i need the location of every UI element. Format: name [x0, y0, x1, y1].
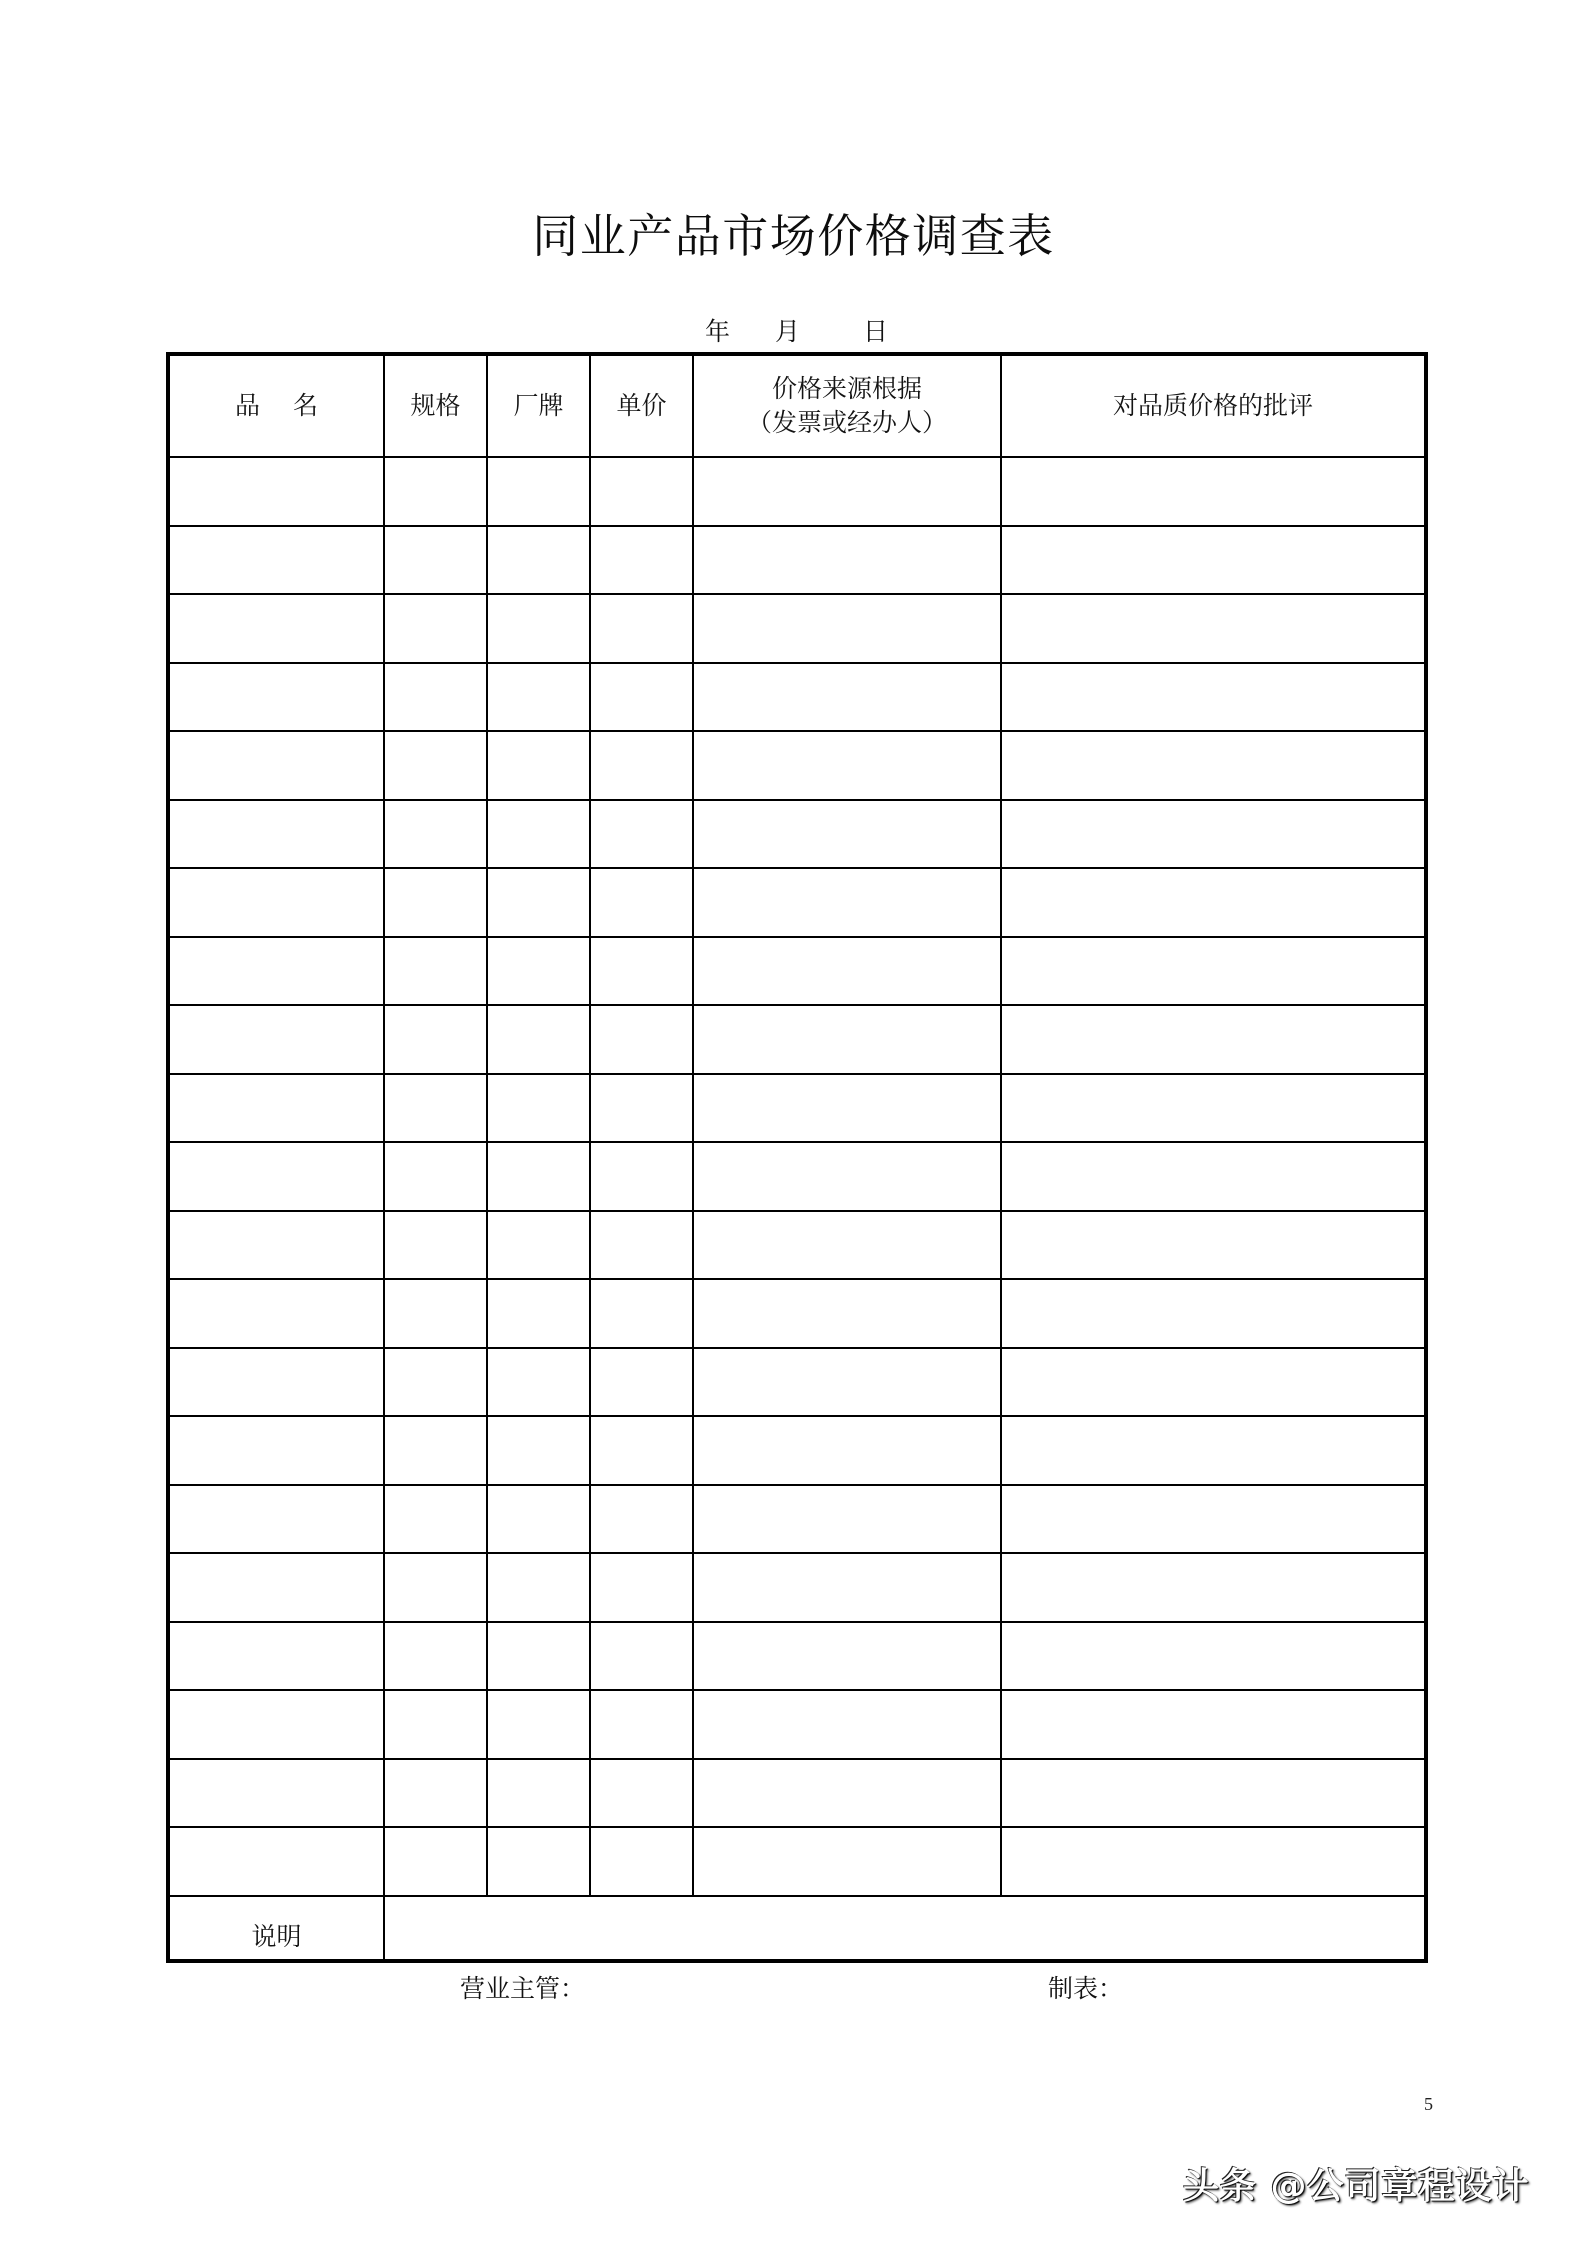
cell-product-name[interactable]	[168, 1416, 384, 1485]
cell-spec[interactable]	[384, 1416, 487, 1485]
cell-price-source[interactable]	[693, 1690, 1001, 1759]
cell-product-name[interactable]	[168, 1690, 384, 1759]
cell-spec[interactable]	[384, 800, 487, 869]
cell-spec[interactable]	[384, 526, 487, 595]
header-product-name: 品 名	[168, 354, 384, 457]
cell-spec[interactable]	[384, 1348, 487, 1417]
cell-brand[interactable]	[487, 1416, 590, 1485]
table-row	[168, 1759, 1426, 1828]
cell-quality-comment[interactable]	[1001, 937, 1426, 1006]
cell-quality-comment[interactable]	[1001, 800, 1426, 869]
cell-price-source[interactable]	[693, 731, 1001, 800]
cell-product-name[interactable]	[168, 1622, 384, 1691]
cell-quality-comment[interactable]	[1001, 1690, 1426, 1759]
cell-spec[interactable]	[384, 1622, 487, 1691]
cell-product-name[interactable]	[168, 731, 384, 800]
table-row	[168, 1279, 1426, 1348]
cell-unit-price[interactable]	[590, 1485, 693, 1554]
cell-quality-comment[interactable]	[1001, 1348, 1426, 1417]
cell-spec[interactable]	[384, 1690, 487, 1759]
cell-unit-price[interactable]	[590, 663, 693, 732]
page-number: 5	[1424, 2094, 1433, 2114]
header-brand: 厂牌	[487, 354, 590, 457]
cell-brand[interactable]	[487, 1211, 590, 1280]
cell-price-source[interactable]	[693, 1553, 1001, 1622]
cell-brand[interactable]	[487, 594, 590, 663]
table-row	[168, 1416, 1426, 1485]
cell-brand[interactable]	[487, 1142, 590, 1211]
cell-quality-comment[interactable]	[1001, 1416, 1426, 1485]
header-unit-price: 单价	[590, 354, 693, 457]
cell-quality-comment[interactable]	[1001, 1142, 1426, 1211]
prepared-by-label: 制表：	[1048, 1974, 1124, 2003]
cell-product-name[interactable]	[168, 1211, 384, 1280]
month-label: 月	[775, 317, 801, 346]
cell-product-name[interactable]	[168, 1553, 384, 1622]
cell-unit-price[interactable]	[590, 1348, 693, 1417]
cell-unit-price[interactable]	[590, 1279, 693, 1348]
cell-unit-price[interactable]	[590, 1005, 693, 1074]
note-row	[168, 1896, 1426, 1961]
cell-price-source[interactable]	[693, 594, 1001, 663]
cell-price-source[interactable]	[693, 868, 1001, 937]
cell-brand[interactable]	[487, 800, 590, 869]
cell-product-name[interactable]	[168, 1074, 384, 1143]
cell-unit-price[interactable]	[590, 731, 693, 800]
cell-brand[interactable]	[487, 731, 590, 800]
table-row	[168, 663, 1426, 732]
cell-brand[interactable]	[487, 1553, 590, 1622]
cell-brand[interactable]	[487, 1622, 590, 1691]
table-row	[168, 1827, 1426, 1896]
cell-product-name[interactable]	[168, 594, 384, 663]
cell-product-name[interactable]	[168, 800, 384, 869]
note-label: 说明	[168, 1896, 384, 1961]
cell-unit-price[interactable]	[590, 1622, 693, 1691]
cell-price-source[interactable]	[693, 1074, 1001, 1143]
day-label: 日	[863, 317, 889, 346]
table-row	[168, 731, 1426, 800]
year-label: 年	[705, 317, 731, 346]
cell-unit-price[interactable]	[590, 1759, 693, 1828]
cell-brand[interactable]	[487, 457, 590, 526]
cell-product-name[interactable]	[168, 1759, 384, 1828]
table-header-row	[168, 354, 1426, 457]
table-row	[168, 868, 1426, 937]
note-field[interactable]	[384, 1896, 1426, 1961]
cell-unit-price[interactable]	[590, 526, 693, 595]
cell-spec[interactable]	[384, 663, 487, 732]
cell-product-name[interactable]	[168, 1348, 384, 1417]
cell-product-name[interactable]	[168, 1485, 384, 1554]
cell-quality-comment[interactable]	[1001, 868, 1426, 937]
cell-quality-comment[interactable]	[1001, 457, 1426, 526]
cell-unit-price[interactable]	[590, 937, 693, 1006]
table-row	[168, 526, 1426, 595]
header-quality-comment: 对品质价格的批评	[1001, 354, 1426, 457]
cell-price-source[interactable]	[693, 1005, 1001, 1074]
table-row	[168, 1485, 1426, 1554]
header-price-source-line2: （发票或经办人）	[746, 408, 947, 437]
cell-price-source[interactable]	[693, 1142, 1001, 1211]
header-price-source-line1: 价格来源根据	[771, 374, 922, 403]
cell-brand[interactable]	[487, 1074, 590, 1143]
cell-quality-comment[interactable]	[1001, 1622, 1426, 1691]
cell-quality-comment[interactable]	[1001, 1279, 1426, 1348]
cell-brand[interactable]	[487, 1690, 590, 1759]
table-row	[168, 1005, 1426, 1074]
table-body	[168, 457, 1426, 1896]
cell-brand[interactable]	[487, 1005, 590, 1074]
cell-price-source[interactable]	[693, 1622, 1001, 1691]
cell-brand[interactable]	[487, 1279, 590, 1348]
cell-spec[interactable]	[384, 731, 487, 800]
cell-price-source[interactable]	[693, 800, 1001, 869]
cell-unit-price[interactable]	[590, 868, 693, 937]
cell-price-source[interactable]	[693, 1485, 1001, 1554]
cell-unit-price[interactable]	[590, 1827, 693, 1896]
sales-manager-label: 营业主管：	[460, 1974, 586, 2003]
header-price-source	[693, 354, 1001, 457]
cell-unit-price[interactable]	[590, 1211, 693, 1280]
cell-product-name[interactable]	[168, 457, 384, 526]
header-spec: 规格	[384, 354, 487, 457]
cell-spec[interactable]	[384, 457, 487, 526]
cell-quality-comment[interactable]	[1001, 731, 1426, 800]
cell-quality-comment[interactable]	[1001, 594, 1426, 663]
table-row	[168, 937, 1426, 1006]
cell-product-name[interactable]	[168, 868, 384, 937]
table-row	[168, 1074, 1426, 1143]
cell-spec[interactable]	[384, 1005, 487, 1074]
cell-product-name[interactable]	[168, 526, 384, 595]
cell-brand[interactable]	[487, 868, 590, 937]
cell-price-source[interactable]	[693, 457, 1001, 526]
cell-unit-price[interactable]	[590, 800, 693, 869]
cell-unit-price[interactable]	[590, 1690, 693, 1759]
cell-quality-comment[interactable]	[1001, 663, 1426, 732]
cell-spec[interactable]	[384, 1142, 487, 1211]
cell-brand[interactable]	[487, 1485, 590, 1554]
cell-spec[interactable]	[384, 594, 487, 663]
cell-spec[interactable]	[384, 1211, 487, 1280]
cell-unit-price[interactable]	[590, 457, 693, 526]
cell-quality-comment[interactable]	[1001, 1759, 1426, 1828]
cell-product-name[interactable]	[168, 1279, 384, 1348]
cell-price-source[interactable]	[693, 1211, 1001, 1280]
cell-unit-price[interactable]	[590, 1553, 693, 1622]
cell-price-source[interactable]	[693, 937, 1001, 1006]
cell-product-name[interactable]	[168, 1005, 384, 1074]
cell-spec[interactable]	[384, 937, 487, 1006]
cell-quality-comment[interactable]	[1001, 526, 1426, 595]
cell-spec[interactable]	[384, 1759, 487, 1828]
cell-quality-comment[interactable]	[1001, 1485, 1426, 1554]
cell-product-name[interactable]	[168, 663, 384, 732]
cell-price-source[interactable]	[693, 1827, 1001, 1896]
price-survey-table-container	[166, 352, 1424, 1963]
cell-product-name[interactable]	[168, 1827, 384, 1896]
cell-price-source[interactable]	[693, 663, 1001, 732]
table-row	[168, 594, 1426, 663]
cell-price-source[interactable]	[693, 1416, 1001, 1485]
cell-brand[interactable]	[487, 937, 590, 1006]
cell-brand[interactable]	[487, 1348, 590, 1417]
cell-price-source[interactable]	[693, 1759, 1001, 1828]
table-row	[168, 1690, 1426, 1759]
cell-quality-comment[interactable]	[1001, 1074, 1426, 1143]
cell-unit-price[interactable]	[590, 1416, 693, 1485]
cell-quality-comment[interactable]	[1001, 1553, 1426, 1622]
cell-spec[interactable]	[384, 1279, 487, 1348]
cell-brand[interactable]	[487, 1827, 590, 1896]
cell-unit-price[interactable]	[590, 594, 693, 663]
page-title: 同业产品市场价格调查表	[532, 209, 1055, 263]
cell-product-name[interactable]	[168, 1142, 384, 1211]
cell-spec[interactable]	[384, 1074, 487, 1143]
table-row	[168, 1142, 1426, 1211]
table-row	[168, 1622, 1426, 1691]
cell-spec[interactable]	[384, 868, 487, 937]
cell-price-source[interactable]	[693, 1348, 1001, 1417]
cell-unit-price[interactable]	[590, 1142, 693, 1211]
table-row	[168, 800, 1426, 869]
cell-unit-price[interactable]	[590, 1074, 693, 1143]
cell-price-source[interactable]	[693, 526, 1001, 595]
cell-brand[interactable]	[487, 526, 590, 595]
table-row	[168, 1348, 1426, 1417]
cell-spec[interactable]	[384, 1485, 487, 1554]
table-row	[168, 1211, 1426, 1280]
cell-quality-comment[interactable]	[1001, 1211, 1426, 1280]
cell-spec[interactable]	[384, 1553, 487, 1622]
cell-quality-comment[interactable]	[1001, 1827, 1426, 1896]
price-survey-table	[166, 352, 1428, 1963]
cell-brand[interactable]	[487, 1759, 590, 1828]
cell-brand[interactable]	[487, 663, 590, 732]
cell-quality-comment[interactable]	[1001, 1005, 1426, 1074]
watermark: 头条 @公司章程设计	[1183, 2166, 1530, 2207]
table-row	[168, 1553, 1426, 1622]
cell-product-name[interactable]	[168, 937, 384, 1006]
table-row	[168, 457, 1426, 526]
cell-spec[interactable]	[384, 1827, 487, 1896]
cell-price-source[interactable]	[693, 1279, 1001, 1348]
